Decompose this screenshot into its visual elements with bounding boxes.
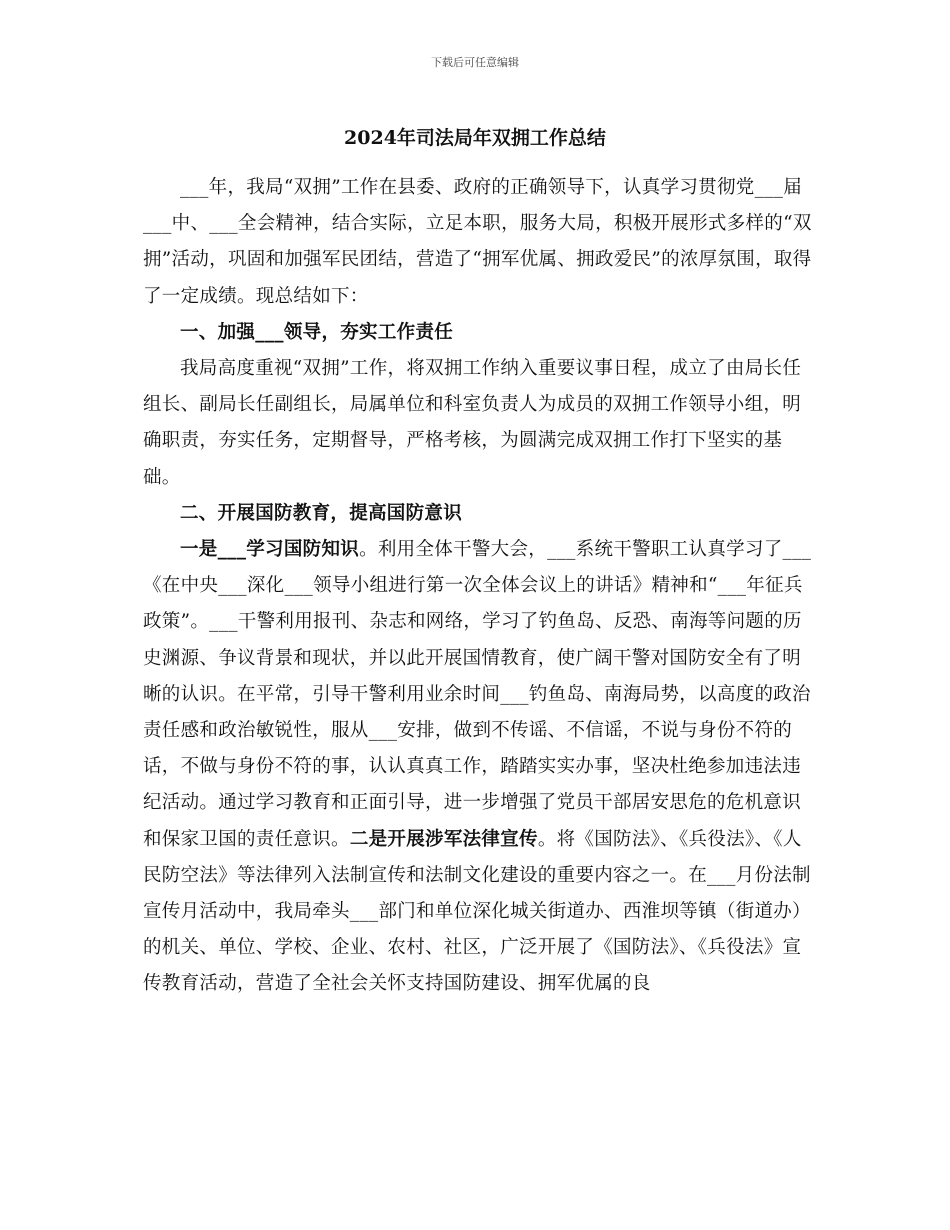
- point-one-lead: 一是___学习国防知识: [180, 539, 360, 561]
- point-two-lead: 二是开展涉军法律宣传: [349, 828, 538, 850]
- section-heading-1: 一、加强___领导，夯实工作责任: [180, 321, 454, 343]
- intro-paragraph: ___年，我局“双拥”工作在县委、政府的正确领导下，认真学习贯彻党___届___中、___全会精神，结合实际，立足本职，服务大局，积极开展形式多样的“双拥”活动，巩固和加强军民团结，营造了“拥军优属、拥政爱民”的浓厚氛围，取得了一定成绩。现总结如下：: [143, 177, 812, 307]
- point-two-text: 。将《国防法》、《兵役法》、《人民防空法》等法律列入法制宣传和法制文化建设的重要内容之一。在___月份法制宣传月活动中，我局牵头___部门和单位深化城关街道办、西淮坝等镇（街道办）的机关、单位、学校、企业、农村、社区，广泛开展了《国防法》、《兵役法》宣传教育活动，营造了全社会关怀支持国防建设、拥军优属的良: [143, 828, 811, 995]
- document-title: 2024年司法局年双拥工作总结: [344, 127, 606, 149]
- point-one-text: 。利用全体干警大会，___系统干警职工认真学习了___《在中央___深化___领导小组进行第一次全体会议上的讲话》精神和“___年征兵政策”。___干警利用报刊、杂志和网络，学习了钓鱼岛、反恐、南海等问题的历史渊源、争议背景和现状，并以此开展国情教育，使广阔干警对国防安全有了明晰的认识。在平常，引导干警利用业余时间___钓鱼岛、南海局势，以高度的政治责任感和政治敏锐性，服从___安排，做到不传谣、不信谣，不说与身份不符的话，不做与身份不符的事，认认真真工作，踏踏实实办事，坚决杜绝参加违法违纪活动。通过学习教育和正面引导，进一步增强了党员干部居安思危的危机意识和保家卫国的责任意识。: [143, 539, 812, 850]
- section-heading-2: 二、开展国防教育，提高国防意识: [180, 502, 463, 524]
- section-2-paragraph: [143, 532, 813, 1003]
- section-1-paragraph: 我局高度重视“双拥”工作，将双拥工作纳入重要议事日程，成立了由局长任组长、副局长任副组长，局属单位和科室负责人为成员的双拥工作领导小组，明确职责，夯实任务，定期督导，严格考核，为圆满完成双拥工作打下坚实的基础。: [143, 358, 802, 488]
- page-header: 下载后可任意编辑: [431, 56, 519, 69]
- document-body: [143, 170, 813, 1003]
